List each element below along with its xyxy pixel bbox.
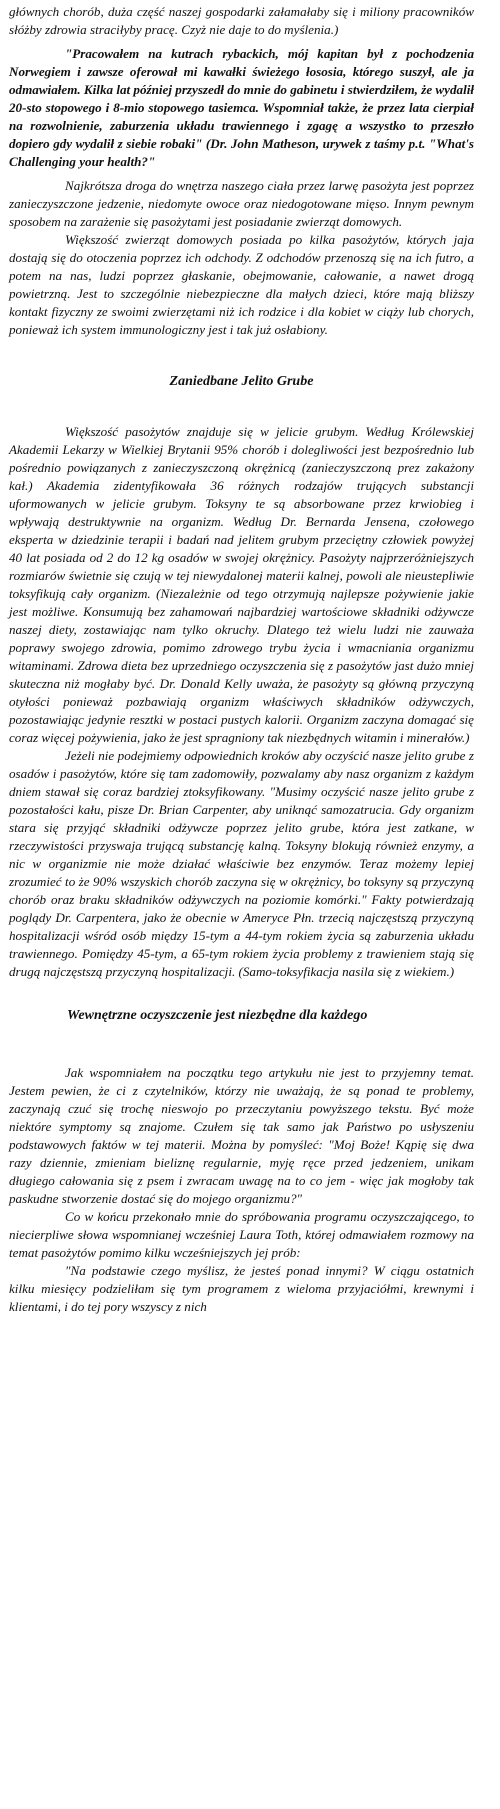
intro-paragraph-1: głównych chorób, duża część naszej gospodarki załamałaby się i miliony pracowników słóżby zdrowia straciłyby pracę. Czyż nie daje to do myślenia.) bbox=[9, 4, 474, 37]
quote-paragraph: "Pracowałem na kutrach rybackich, mój kapitan był z pochodzenia Norwegiem i zawsze oferował mi kawałki świeżego łososia, którego suszył, ale ja odmawiałem. Kilka lat później przyszedł do mnie do gabinetu i stwierdziłem, że wydalił 20-sto stopowego i 8-mio stopowego tasiemca. Wspomniał także, że przez lata cierpiał na rozwolnienie, zaburzenia układu trawiennego i zgagę a wszystko to przeszło dopiero gdy wydalił z siebie robaki" (Dr. John Matheson, urywek z taśmy p.t. "What's Challenging your health?" bbox=[9, 46, 474, 169]
section1-paragraph-2: Jeżeli nie podejmiemy odpowiednich kroków aby oczyścić nasze jelito grube z osadów i pasożytów, które się tam zadomowiły, pozwalamy aby nasz organizm z każdym dniem stawał się coraz bardziej ztoksyfikowany. "Musimy oczyścić nasze jelito grube z pozostałości kału, pisze Dr. Brian Carpenter, aby uniknąć samozatrucia. Gdy organizm stara się przyjąć składniki odżywcze poprzez jelito grube, która jest zatkane, w rzeczywistości przyswaja trującą substancję kalną. Toksyny blokują również enzymy, a nic w organizmie nie może działać właściwie bez enzymów. Teraz możemy lepiej zrozumieć to że 90% wszyskich chorób zaczyna się w okrężnicy, bo toksyny są przyczyną chorób oraz braku składników odżywczych na poziomie komórki." Fakty potwierdzają poglądy Dr. Carpentera, jako że obecnie w Ameryce Płn. trzecią najczęstszą przyczyną hospitalizacji wśród osób między 15-tym a 44-tym rokiem życia są zaburzenia układu trawiennego. Pomiędzy 45-tym, a 65-tym rokiem życia problemy z trawieniem stają się drugą najczęstszą przyczyną hospitalizacji. (Samo-toksyfikacja nasila się z wiekiem.) bbox=[9, 748, 474, 979]
section2-paragraph-1: Jak wspomniałem na początku tego artykułu nie jest to przyjemny temat. Jestem pewien, że ci z czytelników, którzy nie uważają, że są ponad te problemy, zaczynają czuć się trochę nieswojo po przeczytaniu powyższego tekstu. Być może niektóre symptomy są znajome. Czułem się tak samo jak Państwo po usłyszeniu podstawowych faktów w tej materii. Można by pomyśleć: "Moj Boże! Kąpię się dwa razy dziennie, zmieniam bieliznę regularnie, myję ręce przed jedzeniem, unikam długiego całowania się z psem i zwracam uwagę na to co jem - więc jak mogłoby tak paskudne stworzenie dostać się do mojego organizmu?" bbox=[9, 1065, 474, 1206]
section2-paragraph-3: "Na podstawie czego myślisz, że jesteś ponad innymi? W ciągu ostatnich kilku miesięcy podzieliłam się tym programem z wieloma przyjaciółmi, krewnymi i klientami, i do tej pory wszyscy z nich bbox=[9, 1263, 474, 1314]
spacer bbox=[9, 981, 474, 1006]
spacer bbox=[9, 392, 474, 423]
intro-paragraph-4: Większość zwierząt domowych posiada po kilka pasożytów, których jaja dostają się do otoczenia poprzez ich odchody. Z odchodów przenoszą się na ich futro, a potem na nas, ludzi poprzez głaskanie, obejmowanie, całowanie, a nawet drogą powietrzną. Jest to szczególnie niebezpieczne dla małych dzieci, które mają bliższy kontakt fizyczny ze swoimi zwierzętami niż ich rodzice i dla kobiet w ciąży lub chorych, ponieważ ich system immunologiczny jest i tak już osłabiony. bbox=[9, 232, 474, 337]
section-heading-cleansing: Wewnętrzne oczyszczenie jest niezbędne dla każdego bbox=[67, 1008, 368, 1023]
spacer bbox=[9, 339, 474, 372]
section-heading-colon: Zaniedbane Jelito Grube bbox=[169, 374, 314, 389]
section2-paragraph-2: Co w końcu przekonało mnie do spróbowania programu oczyszczającego, to niecierpliwe słowa wspomnianej wcześniej Laura Toth, której odmawiałem rozmowy na temat pasożytów pomimo kilku wcześniejszych jej prób: bbox=[9, 1209, 474, 1260]
spacer bbox=[9, 1026, 474, 1064]
section1-paragraph-1: Większość pasożytów znajduje się w jelicie grubym. Według Królewskiej Akademii Lekarzy w Wielkiej Brytanii 95% chorób i dolegliwości jest bezpośrednio lub pośrednio powiązanych z zanieczyszczoną okrężnicą (zanieczyszczoną prez zakażony kał.) Akademia zidentyfikowała 36 różnych rodzajów trujących substancji uformowanych w jelicie grubym. Toksyny te są absorbowane przez krwiobieg i wpływają destruktywnie na organizm. Według Dr. Bernarda Jensena, czołowego eksperta w dziedzinie terapii i badań nad jelitem grubym przeciętny człowiek powyżej 40 lat posiada od 2 do 12 kg osadów w swojej okrężnicy. Pasożyty najprzeróżniejszych rozmiarów świetnie się czują w tej niewydalonej materii kalnej, powoli ale nieustepliwie toksyfikują cały organizm. (Niezależnie od tego otrzymują najlepsze pożywienie jakie jest możliwe. Konsumują bez zahamowań najbardziej wartościowe składniki odżywcze naszej diety, zostawiając nam tylko okruchy. Dlatego też wielu ludzi nie zauważa poprawy swojego zdrowia, pomimo zdrowego trybu życia i wmacniania organizmu witaminami. Zdrowa dieta bez uprzedniego oczyszczenia się z pasożytów jast dużo mniej skuteczna niż mogłaby być. Dr. Donald Kelly uważa, że pasożyty są główną przyczyną otyłości ponieważ pozbawiają organizm właściwych składników odżywczych, pozostawiając jedynie resztki w postaci pustych kalorii. Organizm zaczyna domagać się coraz więcej pożywienia, jako że jest spragniony tak niezbędnych witamin i minerałów.) bbox=[9, 424, 474, 745]
intro-paragraph-3: Najkrótsza droga do wnętrza naszego ciała przez larwę pasożyta jest poprzez zanieczyszczone jedzenie, niedomyte owoce oraz niedogotowane mięso. Innym pewnym sposobem na zarażenie się pasożytami jest posiadanie zwierząt domowych. bbox=[9, 178, 474, 229]
